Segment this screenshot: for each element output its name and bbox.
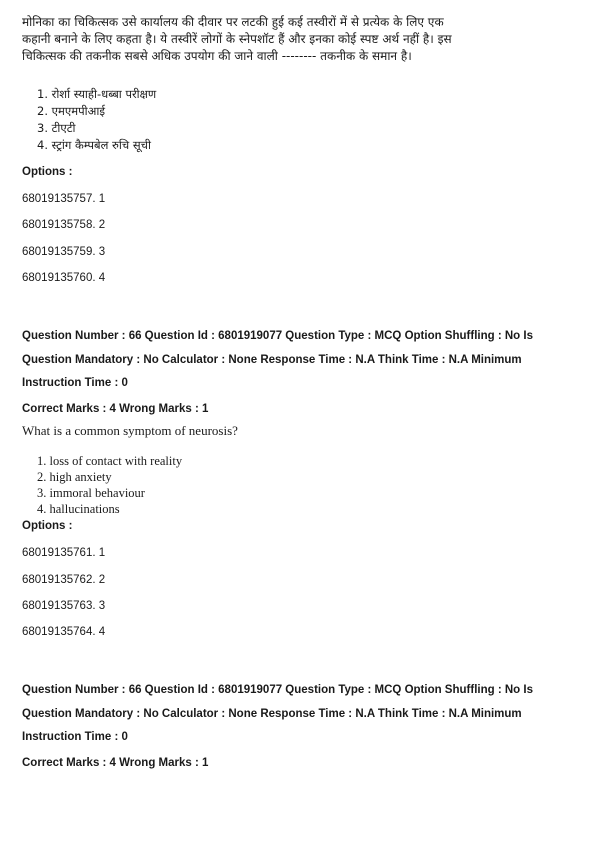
option-id: 68019135764. 4 xyxy=(22,626,106,638)
marks-line: Correct Marks : 4 Wrong Marks : 1 xyxy=(22,757,209,769)
hindi-question-line: मोनिका का चिकित्सक उसे कार्यालय की दीवार पर लटकी हुई कई तस्वीरों में से प्रत्येक के लिए एक xyxy=(22,15,444,29)
option-id: 68019135761. 1 xyxy=(22,547,106,559)
option-id: 68019135758. 2 xyxy=(22,219,106,231)
option-id: 68019135762. 2 xyxy=(22,574,106,586)
choice-item: 4. hallucinations xyxy=(37,502,120,516)
question-meta-line: Question Number : 66 Question Id : 6801919077 Question Type : MCQ Option Shuffling : No Is xyxy=(22,330,533,342)
question-meta-line: Question Number : 66 Question Id : 6801919077 Question Type : MCQ Option Shuffling : No Is xyxy=(22,684,533,696)
question-text: What is a common symptom of neurosis? xyxy=(22,423,238,438)
option-id: 68019135760. 4 xyxy=(22,272,106,284)
choice-item: 2. एमएमपीआई xyxy=(37,104,106,118)
options-label: Options : xyxy=(22,520,73,532)
choice-item: 3. टीएटी xyxy=(37,121,76,135)
hindi-question-line: चिकित्सक की तकनीक सबसे अधिक उपयोग की जाने वाली -------- तकनीक के समान है। xyxy=(22,49,412,63)
question-meta-line: Question Mandatory : No Calculator : None Response Time : N.A Think Time : N.A Minimum xyxy=(22,708,522,720)
question-meta-line: Instruction Time : 0 xyxy=(22,731,128,743)
choice-item: 4. स्ट्रांग कैम्पबेल रुचि सूची xyxy=(37,138,151,152)
option-id: 68019135759. 3 xyxy=(22,246,106,258)
question-meta-line: Instruction Time : 0 xyxy=(22,377,128,389)
marks-line: Correct Marks : 4 Wrong Marks : 1 xyxy=(22,403,209,415)
option-id: 68019135757. 1 xyxy=(22,193,106,205)
choice-item: 2. high anxiety xyxy=(37,470,112,484)
choice-item: 1. रोर्शा स्याही-धब्बा परीक्षण xyxy=(37,87,157,101)
question-meta-line: Question Mandatory : No Calculator : None Response Time : N.A Think Time : N.A Minimum xyxy=(22,354,522,366)
hindi-question-text xyxy=(22,14,582,65)
hindi-question-line: कहानी बनाने के लिए कहता है। ये तस्वीरें लोगों के स्नेपशॉट हैं और इनका कोई स्पष्ट अर्थ नहीं है। इस xyxy=(22,32,452,46)
hindi-choice-list xyxy=(37,86,156,154)
option-id: 68019135763. 3 xyxy=(22,600,106,612)
choice-item: 1. loss of contact with reality xyxy=(37,454,183,468)
choice-list xyxy=(37,453,182,517)
options-label: Options : xyxy=(22,166,73,178)
choice-item: 3. immoral behaviour xyxy=(37,486,145,500)
